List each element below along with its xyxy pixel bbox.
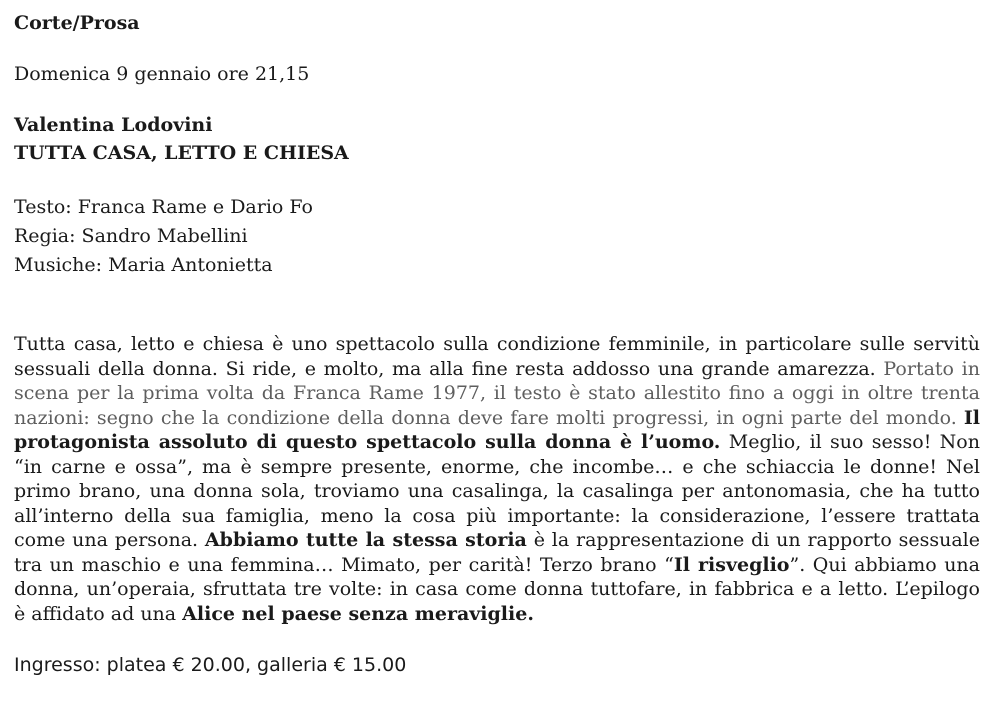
category-heading: Corte/Prosa xyxy=(14,12,140,34)
credit-text: Testo: Franca Rame e Dario Fo xyxy=(14,196,313,218)
event-document xyxy=(14,10,980,697)
description-intro: Tutta casa, letto e chiesa è uno spettacolo sulla condizione femminile, in particolare sulle servitù sessuali della donna. Si ride, e molto, ma alla fine resta addosso una grande amarezza. xyxy=(14,333,980,380)
description-second-piece: è la rappresentazione di un rapporto sessuale tra un maschio e una femmina… Mimato, per carità! Terzo brano “ xyxy=(14,529,981,576)
show-title: TUTTA CASA, LETTO E CHIESA xyxy=(14,142,349,164)
artist-name: Valentina Lodovini xyxy=(14,114,213,136)
description-history: Portato in scena per la prima volta da Franca Rame 1977, il testo è stato allestito fino a oggi in oltre trenta nazioni: segno che la condizione della donna deve fare molti progressi, in ogni parte del mondo. xyxy=(14,357,980,429)
ticket-prices: Ingresso: platea € 20.00, galleria € 15.00 xyxy=(14,654,407,676)
second-piece-title: Abbiamo tutte la stessa storia xyxy=(204,529,527,551)
credit-direction: Regia: Sandro Mabellini xyxy=(14,225,248,247)
third-piece-title: Il risveglio xyxy=(673,553,790,576)
event-date: Domenica 9 gennaio ore 21,15 xyxy=(14,63,310,85)
credit-music: Musiche: Maria Antonietta xyxy=(14,254,273,276)
credits-block xyxy=(14,193,980,280)
description-highlight: Il protagonista assoluto di questo spettacolo sulla donna è l’uomo. xyxy=(14,406,980,453)
description-paragraph xyxy=(14,332,980,626)
description-third-piece: ”. Qui abbiamo una donna, un’operaia, sfruttata tre volte: in casa come donna tuttofare, in fabbrica e a letto. L’epilogo è affidato ad una xyxy=(14,553,980,625)
description-first-piece: Meglio, il suo sesso! Non “in carne e ossa”, ma è sempre presente, enorme, che incombe… e che schiaccia le donne! Nel primo brano, una donna sola, troviamo una casalinga, la casalinga per antonomasia, che ha tutto all’interno della sua famiglia, meno la cosa più importante: la considerazione, l’essere trattata come una persona. xyxy=(14,431,980,551)
epilogue-title: Alice nel paese senza meraviglie. xyxy=(182,602,534,625)
